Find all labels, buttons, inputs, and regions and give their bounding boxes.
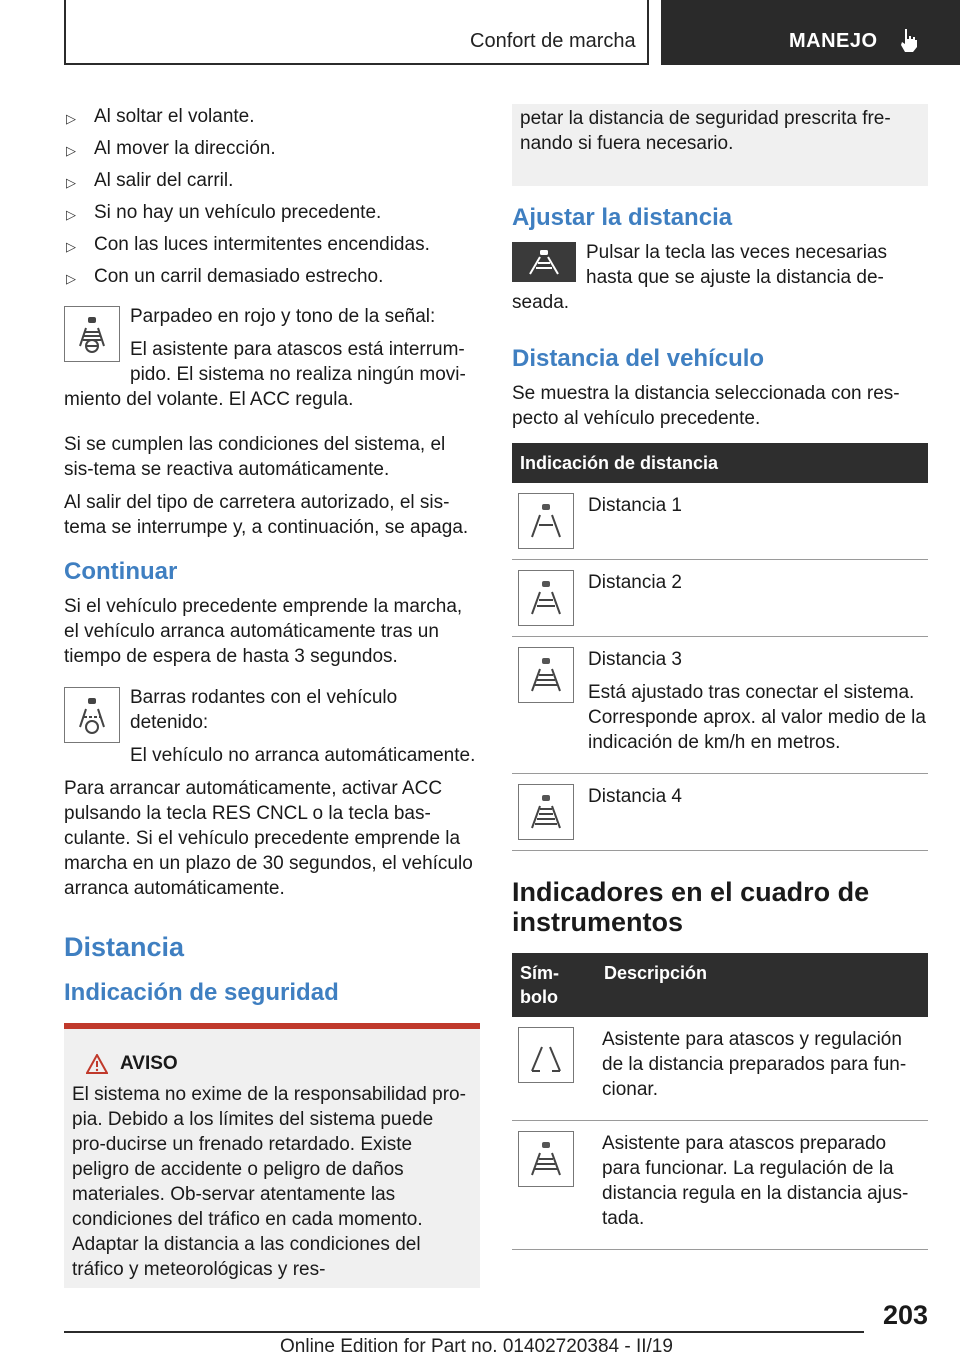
adjust-heading: Ajustar la distancia (512, 204, 733, 231)
list-item: ▷ Al salir del carril. (64, 168, 480, 200)
warning-triangle-icon (86, 1054, 108, 1074)
list-item: ▷ Al mover la dirección. (64, 136, 480, 168)
warning-text: El sistema no exime de la responsabilidad pro-pia. Debido a los límites del sistema puede pro-ducirse un frenado retardado. Existe peligro de accidente o peligro de daños materiales. Ob-servar atentamente las condiciones del tráfico en cada momento. Adaptar la distancia a las condiciones del tráfico y meteorológicas y res- (72, 1084, 466, 1280)
indicator-description: Asistente para atascos y regulación de la distancia preparados para fun-cionar. (602, 1029, 907, 1100)
footer-rule (64, 1331, 864, 1333)
reactivate-text: Si se cumplen las condiciones del sistema, el sis-tema se reactiva automáticamente. (64, 434, 446, 480)
table-row (512, 560, 928, 637)
continue-text: Si el vehículo precedente emprende la marcha, el vehículo arranca automáticamente tras un tiempo de espera de hasta 3 segundos. (64, 596, 463, 667)
vehicle-distance-text: Se muestra la distancia seleccionada con res-pecto al vehículo precedente. (512, 383, 900, 429)
edition-text: Online Edition for Part no. 01402720384 - II/19 (280, 1336, 673, 1357)
bars-description: Para arrancar automáticamente, activar ACC pulsando la tecla RES CNCL o la tecla bas-culante. Si el vehículo precedente emprende la marcha en un plazo de 30 segundos, el vehículo arranca automáticamente. (64, 778, 473, 899)
table-row (512, 774, 928, 851)
distance-table (512, 443, 928, 851)
chapter-title: MANEJO (789, 30, 878, 52)
left-column (64, 104, 480, 1288)
list-item: ▷ Al soltar el volante. (64, 104, 480, 136)
distance-2-icon (518, 570, 574, 626)
list-item: ▷ Con un carril demasiado estrecho. (64, 264, 480, 296)
blink-label: Parpadeo en rojo y tono de la señal: (130, 306, 436, 327)
distance-1-icon (518, 493, 574, 549)
triangle-bullet-icon: ▷ (66, 175, 76, 190)
blink-description: El asistente para atascos está interrum-pido. El sistema no realiza ningún movi-miento del volante. El ACC regula. (64, 339, 466, 410)
chapter-tab (661, 0, 960, 65)
indicator-description: Asistente para atascos preparado para funcionar. La regulación de la distancia regula en la distancia ajus-tada. (602, 1133, 909, 1229)
triangle-bullet-icon: ▷ (66, 271, 76, 286)
header-left-rule (64, 0, 66, 65)
triangle-bullet-icon: ▷ (66, 111, 76, 126)
distance-label: Distancia 3 (588, 649, 682, 670)
distance-label: Distancia 1 (588, 495, 682, 516)
distance-3-icon (518, 647, 574, 703)
page-number: 203 (882, 1300, 928, 1330)
warning-box (64, 1023, 480, 1288)
distance-table-header: Indicación de distancia (512, 443, 928, 483)
header-bottom-rule (64, 63, 649, 65)
lane-lines-icon (518, 1027, 574, 1083)
bars-note: El vehículo no arranca automáticamente. (130, 745, 476, 766)
header-divider (647, 0, 649, 65)
distance-4-icon (518, 784, 574, 840)
warning-box-continued (512, 104, 928, 186)
triangle-bullet-icon: ▷ (66, 207, 76, 222)
distance-label: Distancia 4 (588, 786, 682, 807)
distance-button-icon (512, 242, 576, 282)
warning-title: AVISO (120, 1053, 178, 1074)
safety-heading: Indicación de seguridad (64, 979, 339, 1006)
continue-heading: Continuar (64, 558, 178, 585)
table-row (512, 483, 928, 560)
bars-label: Barras rodantes con el vehículo detenido: (130, 687, 398, 733)
list-item: ▷ Con las luces intermitentes encendidas. (64, 232, 480, 264)
symbol-column-header: Sím-bolo (512, 953, 596, 1017)
triangle-bullet-icon: ▷ (66, 239, 76, 254)
exit-road-text: Al salir del tipo de carretera autorizado, el sis-tema se interrumpe y, a continuación, se apaga. (64, 492, 469, 538)
traffic-jam-assistant-icon (64, 306, 120, 362)
right-column (512, 104, 928, 1250)
indicators-heading: Indicadores en el cuadro de instrumentos (512, 877, 870, 937)
description-column-header: Descripción (596, 953, 928, 1017)
indicators-table (512, 953, 928, 1250)
distance-note: Está ajustado tras conectar el sistema. Corresponde aprox. al valor medio de la indicación de km/h en metros. (588, 682, 926, 753)
list-item: ▷ Si no hay un vehículo precedente. (64, 200, 480, 232)
rolling-bars-icon (64, 687, 120, 743)
adjust-text: Pulsar la tecla las veces necesarias hasta que se ajuste la distancia de-seada. (512, 242, 887, 313)
table-row (512, 1121, 928, 1250)
triangle-bullet-icon: ▷ (66, 143, 76, 158)
section-title: Confort de marcha (470, 30, 636, 52)
distance-regulation-icon (518, 1131, 574, 1187)
vehicle-distance-heading: Distancia del vehículo (512, 345, 765, 372)
distance-heading: Distancia (64, 932, 185, 962)
distance-label: Distancia 2 (588, 572, 682, 593)
table-row (512, 1017, 928, 1121)
warning-continued-text: petar la distancia de seguridad prescrita fre-nando si fuera necesario. (520, 108, 891, 154)
table-row (512, 637, 928, 774)
hand-pointer-icon (897, 27, 921, 53)
